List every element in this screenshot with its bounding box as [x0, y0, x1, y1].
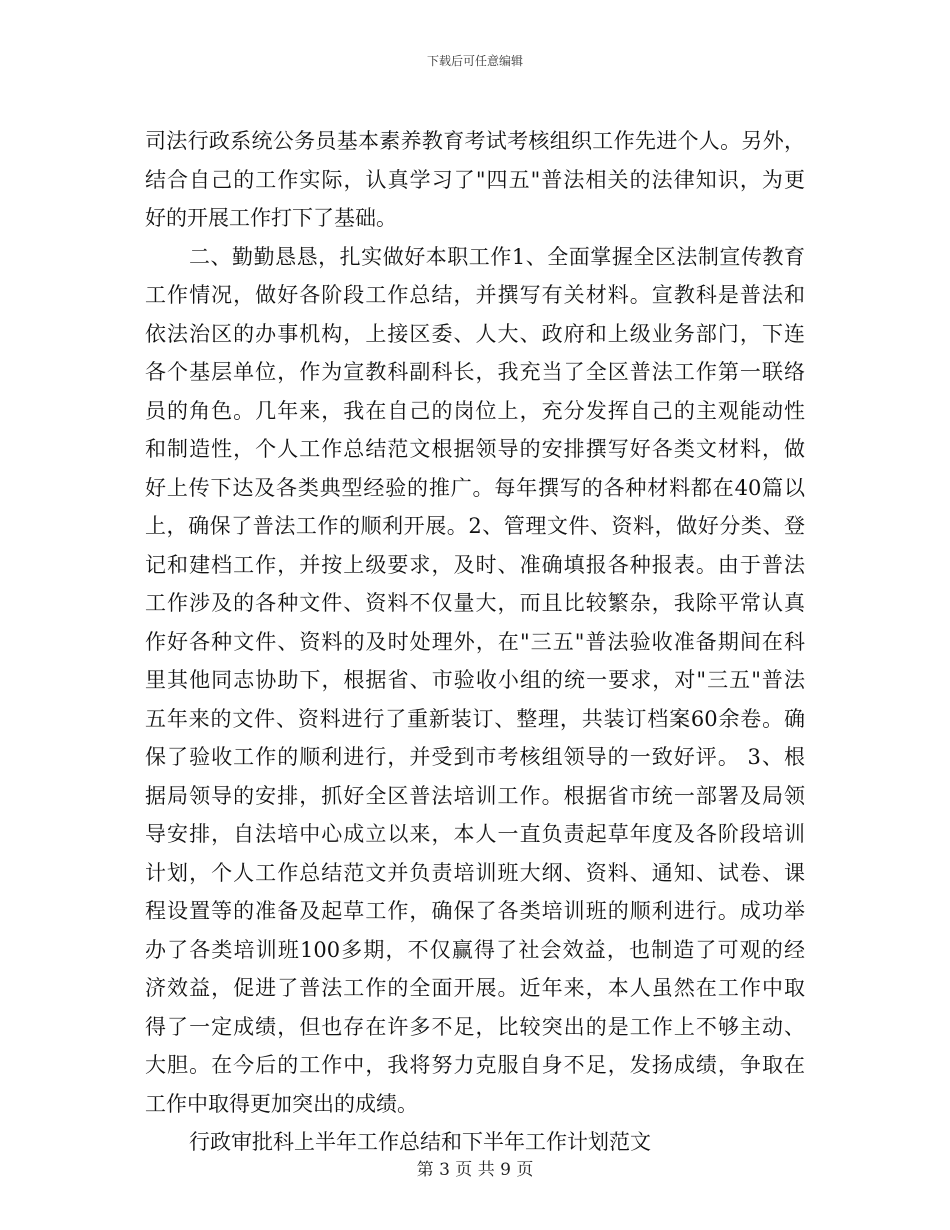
text-line: 工作中取得更加突出的成绩。 [145, 1091, 418, 1116]
text-line: 计划，个人工作总结范文并负责培训班大纲、资料、通知、试卷、课 [145, 860, 805, 885]
text-line: 作好各种文件、资料的及时处理外，在"三五"普法验收准备期间在科 [145, 629, 805, 654]
text-line: 二、勤勤恳恳，扎实做好本职工作1、全面掌握全区法制宣传教育 [189, 244, 805, 269]
text-line: 导安排，自法培中心成立以来，本人一直负责起草年度及各阶段培训 [145, 822, 805, 846]
page-number: 第 3 页 共 9 页 [416, 1160, 534, 1180]
page-header: 下载后可任意编辑 [426, 54, 523, 68]
text-line: 好的开展工作打下了基础。 [145, 206, 397, 230]
text-line: 记和建档工作，并按上级要求，及时、准确填报各种报表。由于普法 [145, 552, 805, 577]
text-line: 里其他同志协助下，根据省、市验收小组的统一要求，对"三五"普法 [145, 668, 805, 692]
text-line: 依法治区的办事机构，上接区委、人大、政府和上级业务部门，下连 [145, 321, 805, 346]
text-line: 和制造性，个人工作总结范文根据领导的安排撰写好各类文材料，做 [145, 437, 805, 461]
text-line: 结合自己的工作实际，认真学习了"四五"普法相关的法律知识，为更 [145, 167, 805, 192]
text-line: 程设置等的准备及起草工作，确保了各类培训班的顺利进行。成功举 [145, 899, 805, 923]
text-line: 员的角色。几年来，我在自己的岗位上，充分发挥自己的主观能动性 [145, 398, 805, 423]
section-title: 行政审批科上半年工作总结和下半年工作计划范文 [189, 1130, 651, 1154]
text-line: 司法行政系统公务员基本素养教育考试考核组织工作先进个人。另外， [145, 129, 805, 153]
text-line: 五年来的文件、资料进行了重新装订、整理，共装订档案60余卷。确 [145, 706, 805, 731]
text-line: 上，确保了普法工作的顺利开展。2、管理文件、资料，做好分类、登 [145, 514, 805, 538]
text-line: 工作情况，做好各阶段工作总结，并撰写有关材料。宣教科是普法和 [145, 283, 805, 307]
text-line: 得了一定成绩，但也存在许多不足，比较突出的是工作上不够主动、 [145, 1014, 805, 1039]
text-line: 据局领导的安排，抓好全区普法培训工作。根据省市统一部署及局领 [145, 783, 805, 808]
text-line: 保了验收工作的顺利进行，并受到市考核组领导的一致好评。 3、根 [145, 745, 805, 769]
text-line: 工作涉及的各种文件、资料不仅量大，而且比较繁杂，我除平常认真 [145, 591, 805, 615]
text-line: 济效益，促进了普法工作的全面开展。近年来，本人虽然在工作中取 [145, 976, 805, 1000]
text-line: 大胆。在今后的工作中，我将努力克服自身不足，发扬成绩，争取在 [145, 1053, 805, 1077]
text-line: 好上传下达及各类典型经验的推广。每年撰写的各种材料都在40篇以 [145, 475, 805, 500]
text-line: 各个基层单位，作为宣教科副科长，我充当了全区普法工作第一联络 [145, 360, 805, 384]
text-line: 办了各类培训班100多期，不仅赢得了社会效益，也制造了可观的经 [145, 937, 805, 962]
body-text [145, 122, 805, 1162]
